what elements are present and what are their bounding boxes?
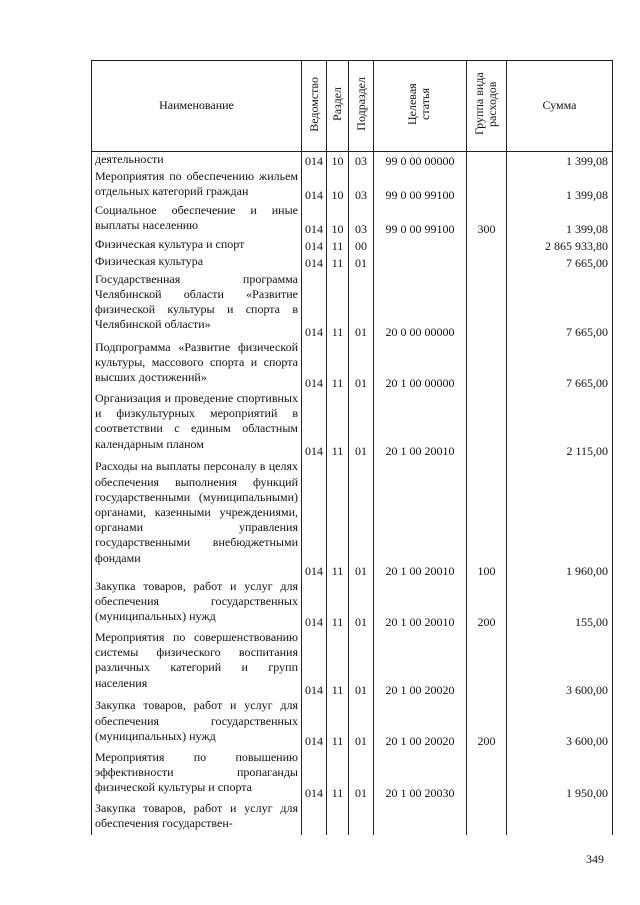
page-number: 349 xyxy=(586,852,604,866)
row-group xyxy=(467,272,507,340)
row-dept: 014 xyxy=(302,272,327,340)
table-row xyxy=(92,750,613,801)
table-row xyxy=(92,698,613,749)
row-group: 100 xyxy=(467,459,507,579)
row-dept: 014 xyxy=(302,459,327,579)
row-subsection: 01 xyxy=(349,698,374,749)
row-name: Закупка товаров, работ и услуг для обеспечения государственных (муниципальных) нужд xyxy=(92,579,302,630)
row-name: деятельности xyxy=(92,152,302,170)
row-dept: 014 xyxy=(302,391,327,459)
table-body xyxy=(92,152,613,836)
header-name: Наименование xyxy=(92,61,302,152)
row-name: Расходы на выплаты персоналу в целях обеспечения выполнения функций государственными (муниципальными) органами, казенными учреждениями, органами управления государственными внебюджетными фондами xyxy=(92,459,302,579)
table-row xyxy=(92,152,613,170)
row-target xyxy=(374,237,467,254)
row-subsection: 01 xyxy=(349,750,374,801)
row-section xyxy=(327,801,349,835)
table-row xyxy=(92,340,613,391)
row-sum xyxy=(507,801,613,835)
table-row xyxy=(92,272,613,340)
row-section: 10 xyxy=(327,169,349,203)
header-dept: Ведомство xyxy=(302,61,327,152)
row-subsection: 03 xyxy=(349,152,374,170)
row-subsection: 01 xyxy=(349,340,374,391)
table-row xyxy=(92,203,613,237)
row-section: 10 xyxy=(327,152,349,170)
row-target: 99 0 00 00000 xyxy=(374,152,467,170)
row-dept: 014 xyxy=(302,750,327,801)
row-sum: 2 115,00 xyxy=(507,391,613,459)
row-section: 11 xyxy=(327,254,349,271)
row-dept: 014 xyxy=(302,254,327,271)
row-name: Закупка товаров, работ и услуг для обеспечения государственных (муниципальных) нужд xyxy=(92,698,302,749)
row-name: Закупка товаров, работ и услуг для обеспечения государствен- xyxy=(92,801,302,835)
table-row xyxy=(92,630,613,698)
row-sum: 3 600,00 xyxy=(507,630,613,698)
row-target: 20 0 00 00000 xyxy=(374,272,467,340)
row-target: 20 1 00 20010 xyxy=(374,459,467,579)
row-target: 20 1 00 20010 xyxy=(374,579,467,630)
row-sum: 7 665,00 xyxy=(507,340,613,391)
row-dept: 014 xyxy=(302,203,327,237)
row-group xyxy=(467,391,507,459)
row-section: 11 xyxy=(327,391,349,459)
row-target: 20 1 00 20020 xyxy=(374,630,467,698)
row-target: 99 0 00 99100 xyxy=(374,203,467,237)
row-group xyxy=(467,750,507,801)
row-name: Физическая культура и спорт xyxy=(92,237,302,254)
budget-table xyxy=(91,60,613,835)
row-subsection: 00 xyxy=(349,237,374,254)
row-dept: 014 xyxy=(302,152,327,170)
row-group xyxy=(467,801,507,835)
header-section: Раздел xyxy=(327,61,349,152)
header-sum: Сумма xyxy=(507,61,613,152)
row-section: 11 xyxy=(327,698,349,749)
row-name: Организация и проведение спортивных и физкультурных мероприятий в соответствии с единым областным календарным планом xyxy=(92,391,302,459)
row-subsection: 01 xyxy=(349,579,374,630)
row-sum: 1 399,08 xyxy=(507,169,613,203)
row-name: Социальное обеспечение и иные выплаты населению xyxy=(92,203,302,237)
row-subsection: 01 xyxy=(349,459,374,579)
row-section: 11 xyxy=(327,459,349,579)
row-sum: 1 399,08 xyxy=(507,203,613,237)
table-row xyxy=(92,459,613,579)
row-group xyxy=(467,169,507,203)
row-dept: 014 xyxy=(302,630,327,698)
row-sum: 2 865 933,80 xyxy=(507,237,613,254)
row-group xyxy=(467,254,507,271)
row-dept: 014 xyxy=(302,237,327,254)
row-name: Мероприятия по обеспечению жильем отдельных категорий граждан xyxy=(92,169,302,203)
row-group xyxy=(467,340,507,391)
row-name: Государственная программа Челябинской области «Развитие физической культуры и спорта в Челябинской области» xyxy=(92,272,302,340)
table-row xyxy=(92,254,613,271)
header-subsection: Подраздел xyxy=(349,61,374,152)
row-group xyxy=(467,237,507,254)
row-dept: 014 xyxy=(302,340,327,391)
row-dept xyxy=(302,801,327,835)
row-name: Подпрограмма «Развитие физической культуры, массового спорта и спорта высших достижений» xyxy=(92,340,302,391)
table-row xyxy=(92,237,613,254)
header-target: Целевая статья xyxy=(374,61,467,152)
row-subsection: 03 xyxy=(349,169,374,203)
row-group xyxy=(467,152,507,170)
table-header-row xyxy=(92,61,613,152)
row-group: 300 xyxy=(467,203,507,237)
row-subsection: 03 xyxy=(349,203,374,237)
row-sum: 7 665,00 xyxy=(507,254,613,271)
row-target: 20 1 00 20020 xyxy=(374,698,467,749)
row-target xyxy=(374,801,467,835)
row-sum: 7 665,00 xyxy=(507,272,613,340)
table-row xyxy=(92,801,613,835)
row-subsection: 01 xyxy=(349,272,374,340)
row-sum: 1 950,00 xyxy=(507,750,613,801)
row-section: 11 xyxy=(327,579,349,630)
row-target xyxy=(374,254,467,271)
row-section: 10 xyxy=(327,203,349,237)
row-name: Мероприятия по совершенствованию системы физического воспитания различных категорий и групп населения xyxy=(92,630,302,698)
row-group: 200 xyxy=(467,579,507,630)
row-dept: 014 xyxy=(302,169,327,203)
row-subsection xyxy=(349,801,374,835)
row-name: Физическая культура xyxy=(92,254,302,271)
row-group xyxy=(467,630,507,698)
row-section: 11 xyxy=(327,272,349,340)
table-row xyxy=(92,391,613,459)
row-subsection: 01 xyxy=(349,391,374,459)
table-row xyxy=(92,579,613,630)
row-name: Мероприятия по повышению эффективности пропаганды физической культуры и спорта xyxy=(92,750,302,801)
row-sum: 155,00 xyxy=(507,579,613,630)
row-section: 11 xyxy=(327,630,349,698)
row-section: 11 xyxy=(327,750,349,801)
row-dept: 014 xyxy=(302,698,327,749)
row-target: 20 1 00 00000 xyxy=(374,340,467,391)
row-sum: 1 960,00 xyxy=(507,459,613,579)
row-subsection: 01 xyxy=(349,630,374,698)
row-sum: 3 600,00 xyxy=(507,698,613,749)
row-target: 20 1 00 20010 xyxy=(374,391,467,459)
row-target: 99 0 00 99100 xyxy=(374,169,467,203)
table-row xyxy=(92,169,613,203)
row-dept: 014 xyxy=(302,579,327,630)
row-section: 11 xyxy=(327,340,349,391)
row-sum: 1 399,08 xyxy=(507,152,613,170)
row-group: 200 xyxy=(467,698,507,749)
row-section: 11 xyxy=(327,237,349,254)
row-subsection: 01 xyxy=(349,254,374,271)
header-group: Группа вида расходов xyxy=(467,61,507,152)
row-target: 20 1 00 20030 xyxy=(374,750,467,801)
